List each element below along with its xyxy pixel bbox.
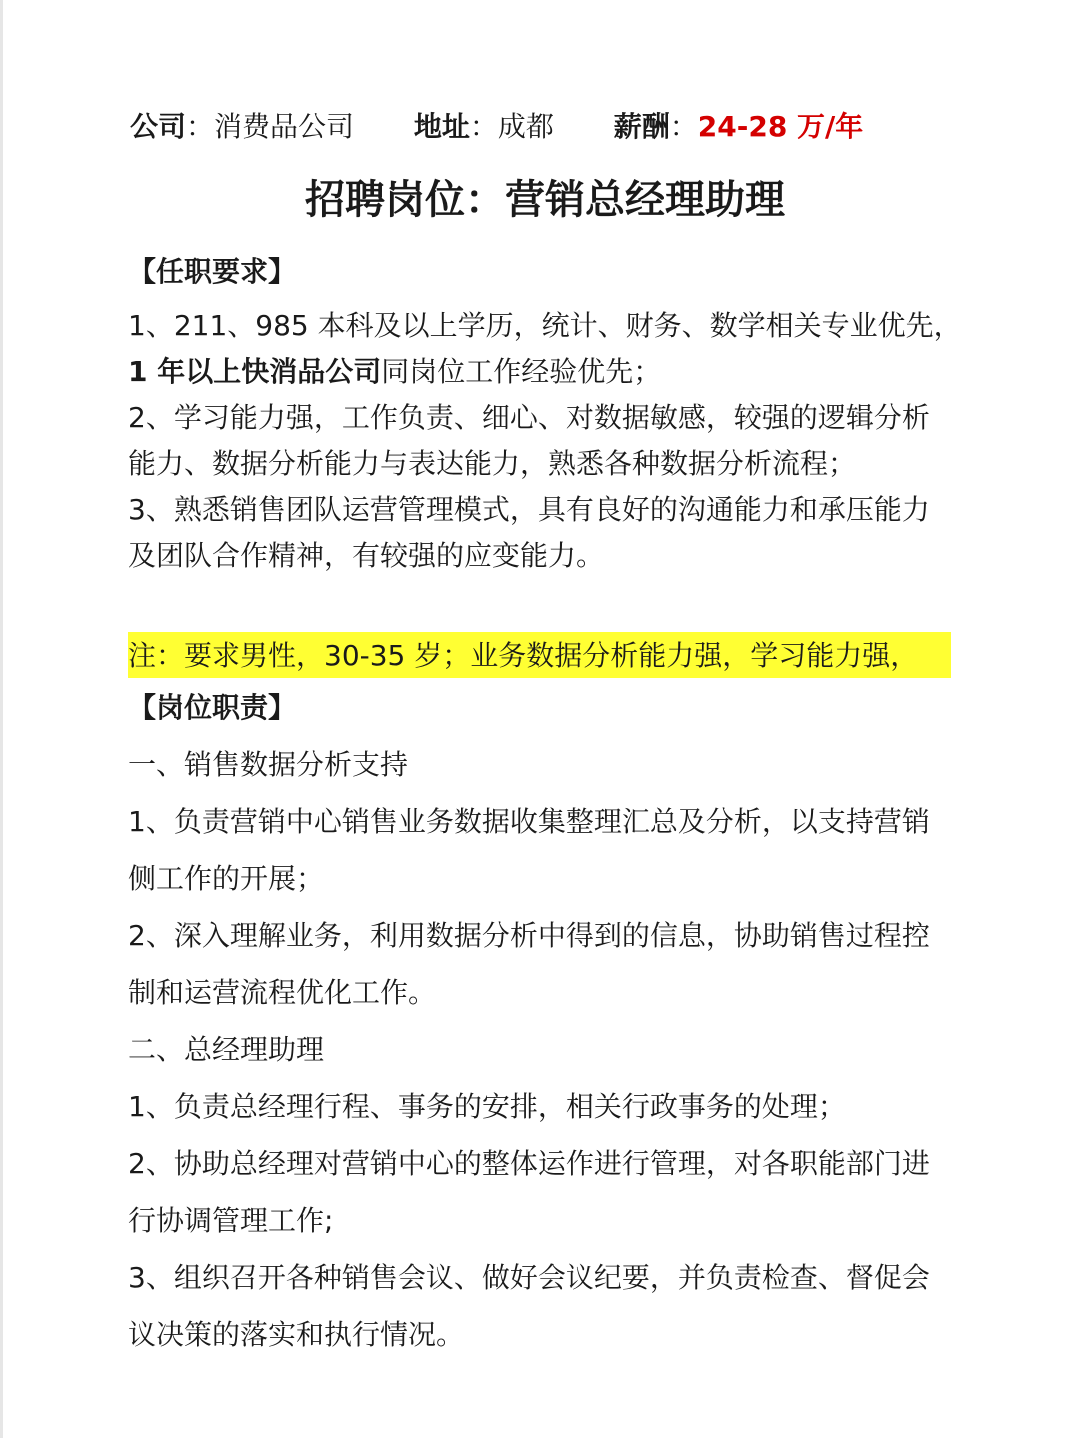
duties-heading: 【岗位职责】 bbox=[128, 691, 297, 724]
duty-item-cont: 制和运营流程优化工作。 bbox=[128, 976, 437, 1009]
duties-section-2-title: 二、总经理助理 bbox=[128, 1033, 325, 1066]
experience-highlight: 1 年以上快消品公司 bbox=[128, 355, 382, 388]
duty-item: 2、深入理解业务，利用数据分析中得到的信息，协助销售过程控 bbox=[128, 919, 930, 952]
note-highlight: 注：要求男性，30-35 岁；业务数据分析能力强，学习能力强， bbox=[128, 632, 951, 678]
requirements-heading: 【任职要求】 bbox=[128, 255, 297, 288]
duty-item-cont: 行协调管理工作; bbox=[128, 1204, 334, 1237]
company-separator: ： bbox=[186, 110, 215, 143]
salary-separator: ： bbox=[669, 110, 698, 143]
requirement-item-3-cont: 及团队合作精神，有较强的应变能力。 bbox=[128, 539, 605, 572]
duties-section-1-title: 一、销售数据分析支持 bbox=[128, 748, 409, 781]
duty-item: 2、协助总经理对营销中心的整体运作进行管理，对各职能部门进 bbox=[128, 1147, 930, 1180]
company-value: 消费品公司 bbox=[214, 110, 355, 143]
requirement-item-2-cont: 能力、数据分析能力与表达能力，熟悉各种数据分析流程； bbox=[128, 447, 857, 480]
salary-label: 薪酬 bbox=[613, 110, 670, 143]
address-separator: ： bbox=[469, 110, 498, 143]
duty-item-cont: 议决策的落实和执行情况。 bbox=[128, 1318, 465, 1351]
requirements-list bbox=[128, 303, 978, 579]
company-label: 公司 bbox=[130, 110, 187, 143]
job-info-header bbox=[130, 104, 863, 150]
requirement-item-1-cont: 1 年以上快消品公司同岗位工作经验优先； bbox=[128, 355, 662, 388]
address-label: 地址 bbox=[413, 110, 470, 143]
page-title: 招聘岗位：营销总经理助理 bbox=[305, 177, 785, 223]
requirement-item-3: 3、熟悉销售团队运营管理模式，具有良好的沟通能力和承压能力 bbox=[128, 493, 930, 526]
address-value: 成都 bbox=[497, 110, 554, 143]
duties-list bbox=[128, 736, 978, 1363]
duty-item: 1、负责总经理行程、事务的安排，相关行政事务的处理； bbox=[128, 1090, 846, 1123]
requirement-item-2: 2、学习能力强，工作负责、细心、对数据敏感，较强的逻辑分析 bbox=[128, 401, 930, 434]
salary-value: 24-28 万/年 bbox=[697, 110, 864, 143]
duty-item: 1、负责营销中心销售业务数据收集整理汇总及分析，以支持营销 bbox=[128, 805, 930, 838]
duty-item: 3、组织召开各种销售会议、做好会议纪要，并负责检查、督促会 bbox=[128, 1261, 930, 1294]
duty-item-cont: 侧工作的开展； bbox=[128, 862, 325, 895]
requirement-item-1: 1、211、985 本科及以上学历，统计、财务、数学相关专业优先， bbox=[128, 309, 962, 342]
